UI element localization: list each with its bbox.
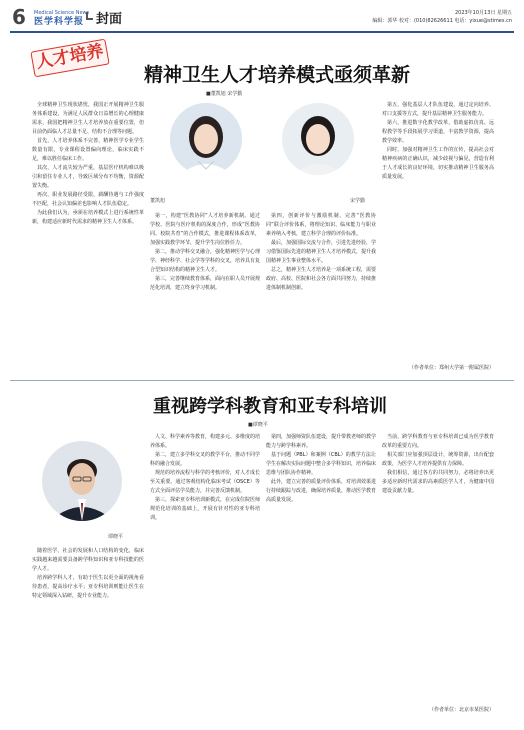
article1-byline: ■董凯旭 宋学勤 bbox=[206, 91, 243, 97]
masthead-cn: 医学科学报 bbox=[34, 17, 85, 27]
masthead bbox=[34, 9, 89, 27]
header-rule bbox=[10, 31, 514, 33]
paragraph: 第四，加强师资队伍建设，提升带教老师的教学能力与跨学科素养。 bbox=[266, 434, 376, 449]
article2-column-1 bbox=[32, 547, 144, 712]
article1-footnote: （作者单位：郑州大学第一附属医院） bbox=[408, 365, 494, 371]
paragraph: 规范的培养流程与科学的考核评价，对人才成长至关重要。通过客观结构化临床考试（OSCE）等方式全面评估学员能力，并完善反馈机制。 bbox=[150, 470, 260, 494]
article1-title: 精神卫生人才培养模式亟须革新 bbox=[143, 64, 410, 86]
photo-3-caption: 谭晓平 bbox=[108, 534, 124, 540]
paragraph: 当前，跨学科教育与亚专科培训已成为医学教育改革的重要方向。 bbox=[382, 434, 494, 449]
paragraph: 其次，人才流失较为严重，基层医疗机构难以吸引和留住专业人才，导致区域分布不均衡，资源配置失衡。 bbox=[32, 165, 144, 189]
paragraph: 最后，加强国际交流与合作，引进先进经验，学习借鉴国际先进的精神卫生人才培养模式，提升我国精神卫生事业整体水平。 bbox=[266, 240, 376, 264]
article1-column-1 bbox=[32, 101, 144, 371]
article2-byline: ■谭晓平 bbox=[248, 422, 268, 428]
header-date: 2023年10月13日 星期五 bbox=[454, 10, 512, 16]
article2-column-3 bbox=[266, 433, 376, 713]
paragraph: 第二，建立多学科交叉的教学平台，推动不同学科的融合发展。 bbox=[150, 452, 260, 467]
header-info bbox=[372, 9, 512, 25]
article2-footnote: （作者单位：北京市某医院） bbox=[428, 707, 494, 713]
article1-column-2 bbox=[150, 212, 260, 372]
section-marker-icon bbox=[86, 12, 93, 20]
paragraph: 为此我们认为，亟须在培养模式上进行系统性革新，构建适应新时代需求的精神卫生人才体系。 bbox=[32, 210, 144, 225]
section-title: 封面 bbox=[96, 12, 123, 27]
paragraph: 总之，精神卫生人才培养是一项系统工程，需要政府、高校、医院和社会各方面共同努力，持续推进体制机制创新。 bbox=[266, 267, 376, 291]
paragraph: 第一，构建“医教协同”人才培养新机制。通过学校、医院与医疗机构的深度合作，形成“医教协同、校院共育”的合作模式，推进课程体系改革，加强实践教学环节，提升学生岗位胜任力。 bbox=[150, 213, 260, 246]
paragraph: 第五，强化基层人才队伍建设，通过定向培养、对口支援等方式，提升基层精神卫生服务能力。 bbox=[382, 102, 494, 117]
paragraph: 此外，建立完善的质量评价体系，对培训效果进行持续跟踪与改进，确保培养质量，推动医学教育高质量发展。 bbox=[266, 479, 376, 503]
paragraph: 第三，完善继续教育体系，面向在职人员开展规范化培训，建立终身学习机制。 bbox=[150, 276, 260, 291]
topic-stamp: 人才培养 bbox=[30, 39, 109, 78]
article2-title: 重视跨学科教育和亚专科培训 bbox=[153, 396, 387, 417]
paragraph: 同时，加强对精神卫生工作的宣传，提高社会对精神疾病的正确认识，减少歧视与偏见，营造有利于人才成长的良好环境，切实推动精神卫生服务高质量发展。 bbox=[382, 147, 494, 180]
masthead-en: Medical Science News bbox=[34, 10, 90, 16]
paragraph: 基于问题（PBL）和案例（CBL）的教学方法让学生在解决实际问题中整合多学科知识，培养临床思维与团队协作精神。 bbox=[266, 452, 376, 476]
paragraph: 再次，职业发展路径受限，薪酬待遇与工作强度不匹配，社会认知偏差也影响人才队伍稳定。 bbox=[32, 192, 144, 207]
article-divider bbox=[10, 380, 514, 381]
author-photo-3 bbox=[42, 441, 122, 521]
paragraph: 全球精神卫生现状堪忧，我国正开展精神卫生服务体系建设，为满足人民群众日益增长的心理健康需求，我国把精神卫生人才培养放在重要位置，但目前仍面临人才总量不足、结构不合理等问题。 bbox=[32, 102, 144, 135]
article2-column-4 bbox=[382, 433, 494, 703]
paragraph: 首先，人才培养体系不完善，精神医学专业学生数量有限，专业课程设置偏向理论，临床实践不足，难以胜任临床工作。 bbox=[32, 138, 144, 162]
article2-column-2 bbox=[150, 433, 260, 713]
author-photo-1 bbox=[170, 103, 242, 175]
photo-2-caption: 宋学勤 bbox=[350, 198, 366, 204]
paragraph: 第六，推进数字化教学改革，借助虚拟仿真、远程教学等手段拓展学习渠道，丰富教学资源，提高教学效率。 bbox=[382, 120, 494, 144]
page-number: 6 bbox=[12, 5, 26, 29]
header-contact: 编辑：郭华 校对：(010)82626611 电话：yixue@stimes.cn bbox=[372, 18, 512, 24]
paragraph: 随着医学、社会的发展和人口结构的变化，临床实践越来越需要具备跨学科知识和亚专科技能的医学人才。 bbox=[32, 548, 144, 572]
paragraph: 第四，创新评价与激励机制，完善“医教协同”联合评价体系，将理论知识、临床能力与职业素养纳入考核，建立科学合理的评价标准。 bbox=[266, 213, 376, 237]
paragraph: 第三，探索亚专科培训新模式，在完成住院医师规范化培训的基础上，开展有针对性的亚专科培训。 bbox=[150, 497, 260, 521]
paragraph: 相关部门应加强顶层设计，统筹资源，出台配套政策，为医学人才培养提供有力保障。 bbox=[382, 452, 494, 467]
paragraph: 培养跨学科人才，有助于医生以更全面的视角看待患者，提高诊疗水平；亚专科培训则能让医生在特定领域深入钻研，提升专业能力。 bbox=[32, 575, 144, 599]
article1-column-4 bbox=[382, 101, 494, 363]
author-photo-2 bbox=[282, 103, 354, 175]
paragraph: 第二，推动学科交叉融合，强化精神医学与心理学、神经科学、社会学等学科的交叉，培养具有复合型知识结构的精神卫生人才。 bbox=[150, 249, 260, 273]
photo-1-caption: 董凯旭 bbox=[150, 198, 166, 204]
paragraph: 人文、科学素养等教育，构建多元、多维度的培养体系。 bbox=[150, 434, 260, 449]
paragraph: 我们相信，通过各方的共同努力，必将培养出更多适应新时代需求的高素质医学人才，为健康中国建设贡献力量。 bbox=[382, 470, 494, 494]
article1-column-3 bbox=[266, 212, 376, 372]
